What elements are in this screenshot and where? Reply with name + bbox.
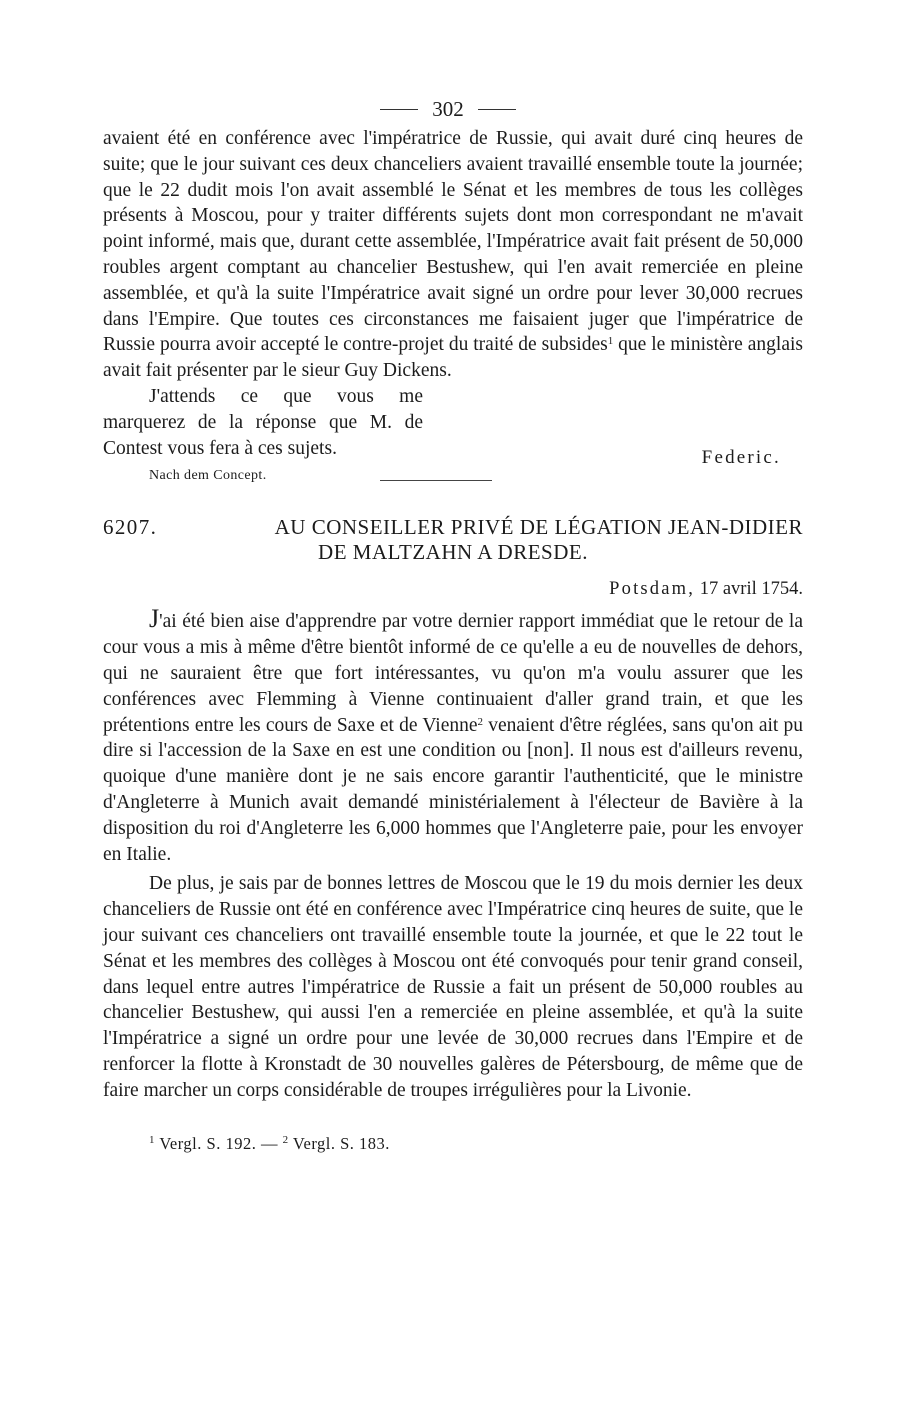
- heading-line-1: AU CONSEILLER PRIVÉ DE LÉGATION JEAN-DIDIER: [274, 515, 803, 540]
- signature: Federic.: [701, 447, 781, 469]
- heading-line-2: DE MALTZAHN A DRESDE.: [318, 540, 588, 565]
- page-header: [93, 92, 803, 126]
- source-note: Nach dem Concept.: [149, 468, 267, 484]
- footnote-text: Vergl. S. 183.: [288, 1133, 390, 1153]
- dateline-date: 17 avril 1754.: [699, 579, 803, 600]
- footnote-number: 2: [282, 1133, 289, 1146]
- initial-letter: J: [149, 604, 160, 634]
- page-number: 302: [432, 96, 464, 121]
- footnote-text: Vergl. S. 192. —: [155, 1133, 283, 1153]
- letter-paragraph-2: De plus, je sais par de bonnes lettres de Moscou que le 19 du mois dernier les deux chanceliers de Russie ont été en conférence avec l'Impératrice cinq heures de suite, que le jour suivant ces chanceliers ont travaillé ensemble toute la journée, et que le 22 tout le Sénat et les membres des collèges à Moscou ont été convoqués pour tenir grand conseil, dans lequel entre autres l'impératrice de Russie a fait un présent de 50,000 roubles au chancelier Bestushew, qui aussi l'en a remerciée en pleine assemblée, et qu'à la suite l'Impératrice a signé un ordre pour une levée de 30,000 recrues dans l'Empire et de renforcer la flotte à Kronstadt de 30 nouvelles galères de Pétersbourg, de même que de faire marcher un corps considérable de troupes irrégulières pour la Livonie.: [103, 873, 803, 1101]
- letter-heading: [103, 515, 803, 565]
- dateline: [103, 578, 803, 600]
- letter-paragraph-1: J'ai été bien aise d'apprendre par votre dernier rapport immédiat que le retour de la cour vous a mis à même d'être bientôt informé de ce qu'elle a eu de nouvelles de dehors, qui ne sauraient être que fort intéressantes, vu qu'on m'a voulu assurer que les conférences avec Flemming à Vienne continuaient d'aller grand train, et que les prétentions entre les cours de Saxe et de Vienne$^2$ venaient d'être réglées, sans qu'on ait pu dire si l'accession de la Saxe en est une condition ou [non]. Il nous est d'ailleurs revenu, quoique d'une manière dont je ne sais encore garantir l'authenticité, que le ministre d'Angleterre à Munich avait demandé ministérialement à l'électeur de Bavière à la disposition du roi d'Angleterre les 6,000 hommes que l'Angleterre paie, pour les envoyer en Italie.: [103, 604, 803, 865]
- dateline-place: Potsdam,: [609, 579, 696, 600]
- footnote-ref: 2: [477, 715, 484, 728]
- previous-letter-paragraph: avaient été en conférence avec l'impératrice de Russie, qui avait duré cinq heures de suite; que le jour suivant ces deux chanceliers avaient travaillé ensemble toute la journée; que le 22 dudit mois l'on avait assemblé le Sénat et les membres de tous les collèges présents à Moscou, pour y traiter différents sujets dont mon correspondant ne m'avait point informé, mais que, durant cette assemblée, l'Impératrice avait fait présent de 50,000 roubles argent comptant au chancelier Bestushew, qui l'en avait remerciée en pleine assemblée, et qu'à la suite l'Impératrice avait signé un ordre pour lever 30,000 recrues dans l'Empire. Que toutes ces circonstances me faisaient juger que l'impératrice de Russie pourra avoir accepté le contre-projet du traité de subsides$^1$ que le ministère anglais avait fait présenter par le sieur Guy Dickens.: [103, 128, 803, 382]
- footnotes: [149, 1134, 803, 1154]
- header-dash-right: [478, 109, 516, 110]
- header-dash-left: [380, 109, 418, 110]
- section-rule: [380, 480, 492, 481]
- footnote-ref: 1: [607, 335, 614, 348]
- source-row: [103, 468, 803, 484]
- letter-number: 6207.: [103, 515, 158, 540]
- previous-letter-closing: J'attends ce que vous me marquerez de la réponse que M. de Contest vous fera à ces sujets.: [103, 385, 423, 459]
- footnote-number: 1: [149, 1133, 155, 1146]
- document-page: [103, 92, 803, 1154]
